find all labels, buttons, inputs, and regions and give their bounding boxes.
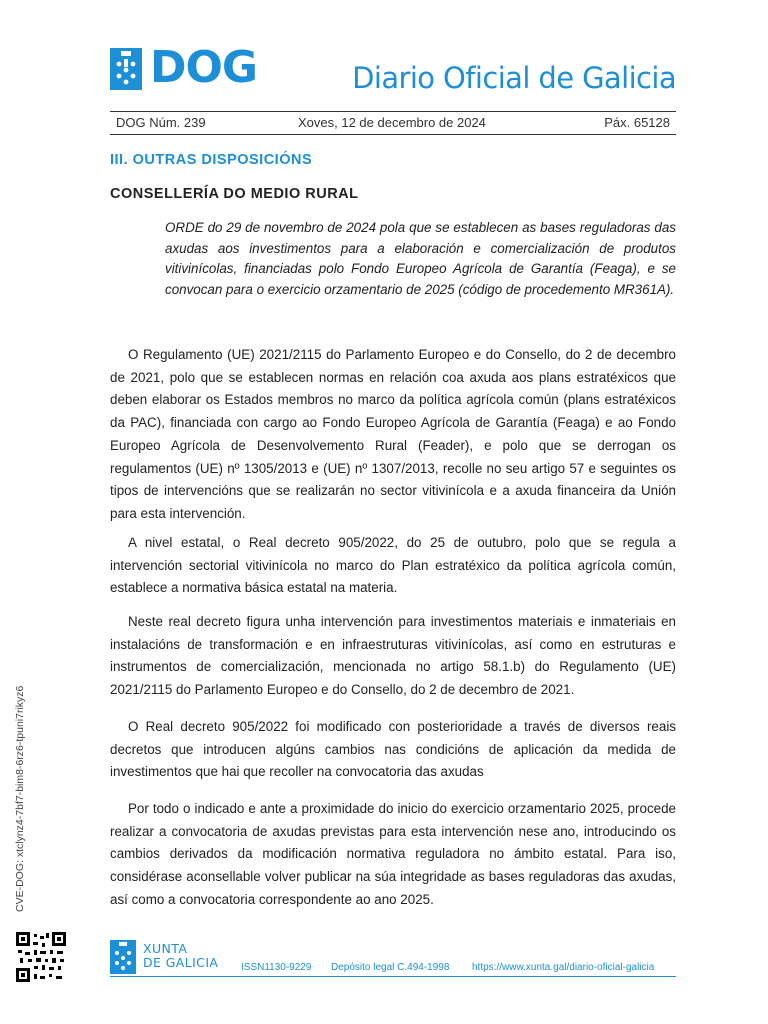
page-number: Páx. 65128 <box>604 115 670 130</box>
xunta-wordmark <box>143 942 218 970</box>
dog-logo: DOG <box>150 42 258 93</box>
body-paragraph: O Regulamento (UE) 2021/2115 do Parlamento Europeo e do Consello, do 2 de decembro de 2021, polo que se establecen normas en relación coa axuda aos plans estratéxicos que deben elaborar os Estados membros no marco da política agrícola común (plans estratéxicos da PAC), financiada con cargo ao Fondo Europeo Agrícola de Garantía (Feaga) e ao Fondo Europeo Agrícola de Desenvolvemento Rural (Feader), e polo que se derrogan os regulamentos (UE) nº 1305/2013 e (UE) nº 1307/2013, recolle no seu artigo 57 e seguintes os tipos de intervencións que se realizarán no sector vitivinícola e a axuda financeira da Unión para esta intervención. <box>110 347 676 521</box>
issue-number: DOG Núm. 239 <box>116 115 206 130</box>
qr-code-icon[interactable] <box>16 932 66 982</box>
footer-rule <box>110 976 676 977</box>
header-top-rule <box>110 111 676 112</box>
body-paragraph: Neste real decreto figura unha intervención para investimentos materiais e inmateriais en instalacións de transformación e en infraestruturas vitivinícolas, así como en estruturas e instrumentos de comercialización, mencionada no artigo 58.1.b) do Regulamento (UE) 2021/2115 do Parlamento Europeo e do Consello, do 2 de decembro de 2021. <box>110 614 676 698</box>
footer-url-link[interactable]: https://www.xunta.gal/diario-oficial-galicia <box>472 962 655 973</box>
xunta-shield-icon <box>110 940 136 974</box>
cve-code: CVE-DOG: xtclynz4-7bf7-bim8-6rz6-tpuni7rikyz6 <box>14 685 26 912</box>
xunta-line-2: DE GALICIA <box>143 955 219 970</box>
order-title: ORDE do 29 de novembro de 2024 pola que se establecen as bases reguladoras das axudas aos investimentos para a elaboración e comercialización de produtos vitivinícolas, financiadas polo Fondo Europeo Agrícola de Garantía (Feaga), e se convocan para o exercicio orzamentario de 2025 (código de procedemento MR361A). <box>165 220 676 297</box>
body-paragraph: O Real decreto 905/2022 foi modificado con posterioridade a través de diversos reais decretos que introducen algúns cambios nas condicións de aplicación da medida de investimentos que hai que recoller na convocatoria das axudas <box>110 719 676 780</box>
deposito-legal: Depósito legal C.494-1998 <box>331 962 450 973</box>
section-heading: III. OUTRAS DISPOSICIÓNS <box>110 152 313 168</box>
header-bottom-rule <box>110 134 676 135</box>
xunta-line-1: XUNTA <box>143 941 188 956</box>
galicia-shield-icon <box>110 48 142 90</box>
issn: ISSN1130-9229 <box>241 962 312 973</box>
issue-date: Xoves, 12 de decembro de 2024 <box>298 115 486 130</box>
body-paragraph: A nivel estatal, o Real decreto 905/2022, do 25 de outubro, polo que se regula a intervención sectorial vitivinícola no marco do Plan estratéxico da política agrícola común, establece a normativa básica estatal na materia. <box>110 535 676 596</box>
ministry-heading: CONSELLERÍA DO MEDIO RURAL <box>110 186 359 202</box>
newspaper-title: Diario Oficial de Galicia <box>352 61 676 95</box>
body-paragraph: Por todo o indicado e ante a proximidade do inicio do exercicio orzamentario 2025, procede realizar a convocatoria de axudas previstas para esta intervención nese ano, introducindo os cambios derivados da modificación normativa reguladora no ámbito estatal. Para iso, considérase aconsellable volver publicar na súa integridade as bases reguladoras das axudas, así como a convocatoria correspondente ao ano 2025. <box>110 801 676 907</box>
